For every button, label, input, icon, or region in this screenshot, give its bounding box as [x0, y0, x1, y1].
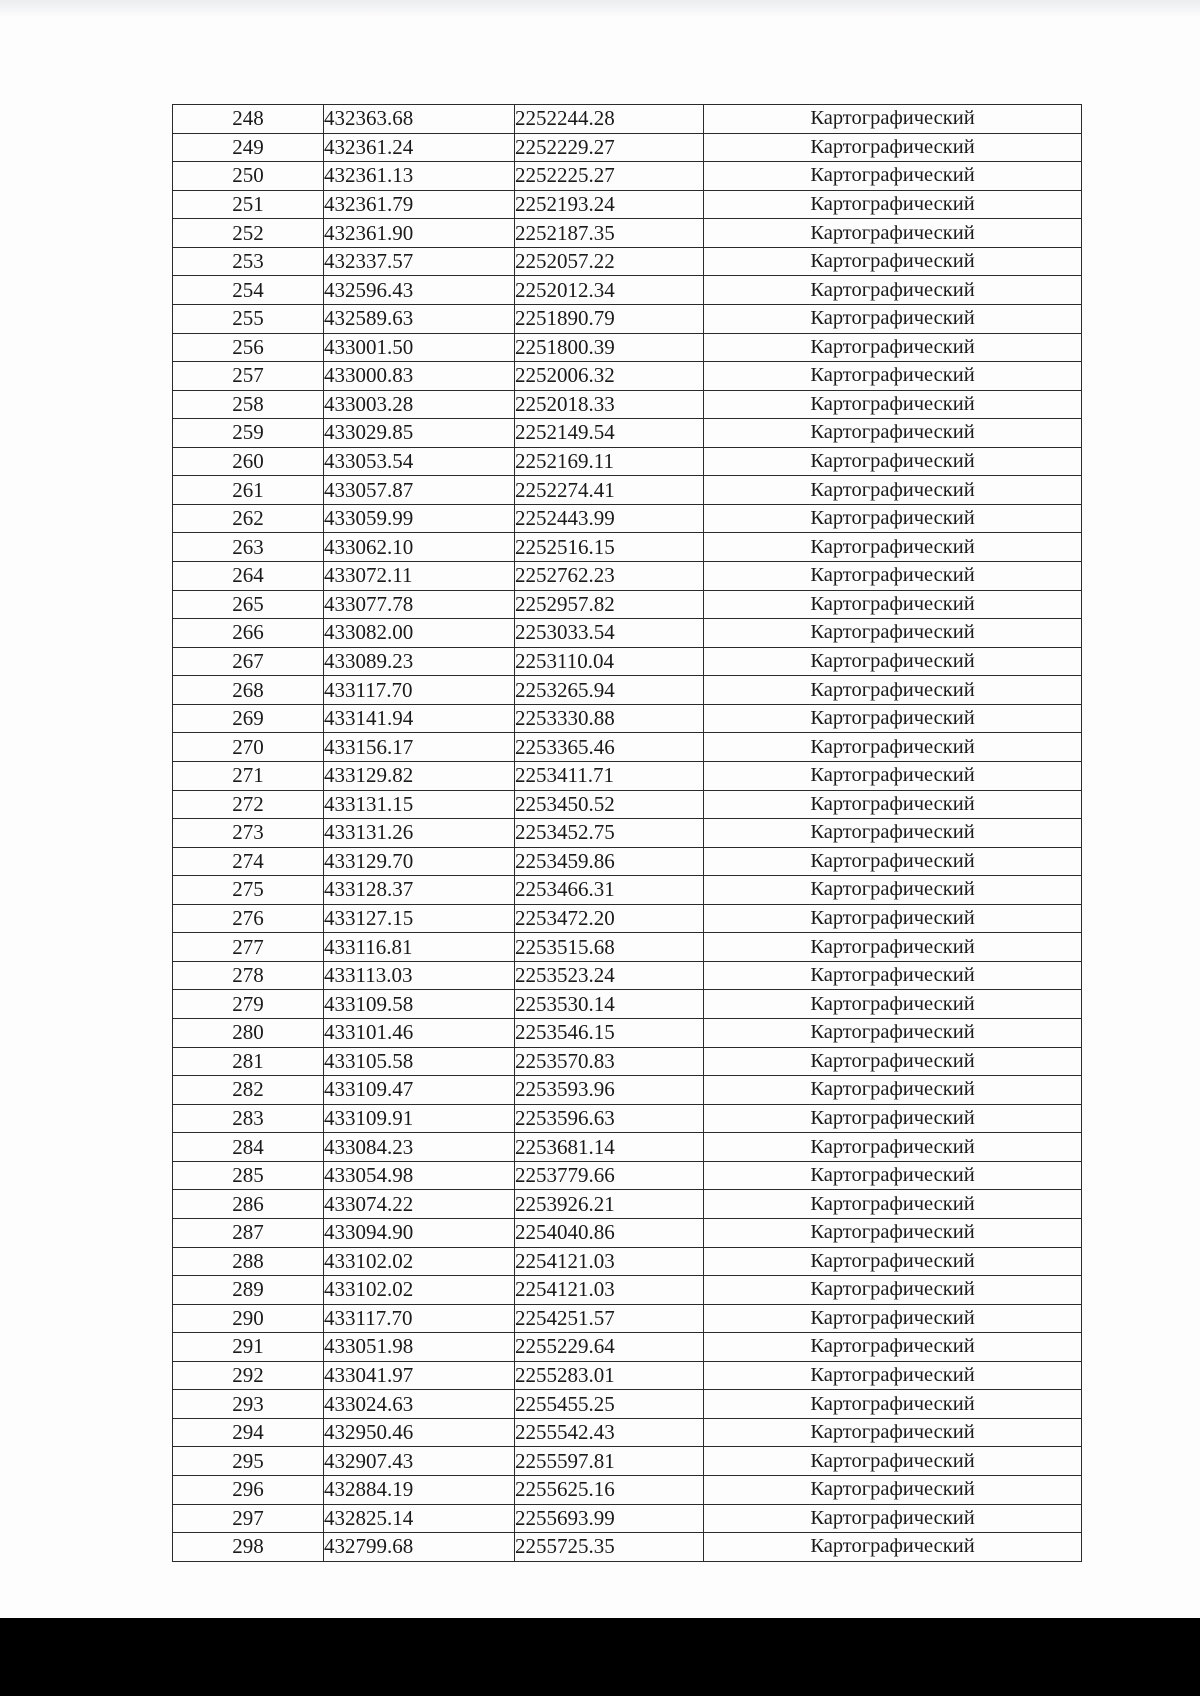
y-coordinate-cell: 2253365.46 — [515, 733, 704, 762]
point-number-cell: 262 — [173, 504, 324, 533]
table-row — [173, 590, 1082, 619]
table-row — [173, 733, 1082, 762]
y-coordinate-cell: 2254251.57 — [515, 1304, 704, 1333]
table-row — [173, 1476, 1082, 1505]
table-row — [173, 447, 1082, 476]
point-number-cell: 290 — [173, 1304, 324, 1333]
method-cell: Картографический — [704, 1019, 1082, 1048]
point-number-cell: 286 — [173, 1190, 324, 1219]
x-coordinate-cell: 433089.23 — [324, 647, 515, 676]
x-coordinate-cell: 433041.97 — [324, 1361, 515, 1390]
y-coordinate-cell: 2252187.35 — [515, 219, 704, 248]
method-cell: Картографический — [704, 1533, 1082, 1562]
y-coordinate-cell: 2255283.01 — [515, 1361, 704, 1390]
y-coordinate-cell: 2253523.24 — [515, 961, 704, 990]
point-number-cell: 281 — [173, 1047, 324, 1076]
point-number-cell: 272 — [173, 790, 324, 819]
x-coordinate-cell: 433117.70 — [324, 1304, 515, 1333]
method-cell: Картографический — [704, 476, 1082, 505]
method-cell: Картографический — [704, 1447, 1082, 1476]
table-row — [173, 1019, 1082, 1048]
point-number-cell: 253 — [173, 247, 324, 276]
method-cell: Картографический — [704, 533, 1082, 562]
y-coordinate-cell: 2253452.75 — [515, 819, 704, 848]
table-row — [173, 105, 1082, 134]
point-number-cell: 268 — [173, 676, 324, 705]
table-row — [173, 847, 1082, 876]
point-number-cell: 298 — [173, 1533, 324, 1562]
point-number-cell: 259 — [173, 419, 324, 448]
table-row — [173, 390, 1082, 419]
x-coordinate-cell: 432596.43 — [324, 276, 515, 305]
point-number-cell: 257 — [173, 362, 324, 391]
point-number-cell: 250 — [173, 162, 324, 191]
x-coordinate-cell: 433059.99 — [324, 504, 515, 533]
point-number-cell: 273 — [173, 819, 324, 848]
method-cell: Картографический — [704, 1304, 1082, 1333]
x-coordinate-cell: 432799.68 — [324, 1533, 515, 1562]
point-number-cell: 261 — [173, 476, 324, 505]
point-number-cell: 264 — [173, 562, 324, 591]
x-coordinate-cell: 432361.13 — [324, 162, 515, 191]
x-coordinate-cell: 433109.47 — [324, 1076, 515, 1105]
table-row — [173, 761, 1082, 790]
method-cell: Картографический — [704, 304, 1082, 333]
x-coordinate-cell: 433127.15 — [324, 904, 515, 933]
method-cell: Картографический — [704, 333, 1082, 362]
x-coordinate-cell: 433131.15 — [324, 790, 515, 819]
point-number-cell: 252 — [173, 219, 324, 248]
method-cell: Картографический — [704, 190, 1082, 219]
x-coordinate-cell: 432950.46 — [324, 1418, 515, 1447]
x-coordinate-cell: 432363.68 — [324, 105, 515, 134]
point-number-cell: 267 — [173, 647, 324, 676]
method-cell: Картографический — [704, 1333, 1082, 1362]
method-cell: Картографический — [704, 1476, 1082, 1505]
y-coordinate-cell: 2254121.03 — [515, 1247, 704, 1276]
table-row — [173, 790, 1082, 819]
y-coordinate-cell: 2253466.31 — [515, 876, 704, 905]
x-coordinate-cell: 433003.28 — [324, 390, 515, 419]
table-row — [173, 533, 1082, 562]
point-number-cell: 297 — [173, 1504, 324, 1533]
point-number-cell: 275 — [173, 876, 324, 905]
y-coordinate-cell: 2255455.25 — [515, 1390, 704, 1419]
method-cell: Картографический — [704, 105, 1082, 134]
method-cell: Картографический — [704, 362, 1082, 391]
x-coordinate-cell: 433101.46 — [324, 1019, 515, 1048]
method-cell: Картографический — [704, 647, 1082, 676]
table-row — [173, 333, 1082, 362]
x-coordinate-cell: 433024.63 — [324, 1390, 515, 1419]
method-cell: Картографический — [704, 1047, 1082, 1076]
x-coordinate-cell: 433102.02 — [324, 1276, 515, 1305]
point-number-cell: 266 — [173, 619, 324, 648]
y-coordinate-cell: 2253459.86 — [515, 847, 704, 876]
point-number-cell: 274 — [173, 847, 324, 876]
point-number-cell: 251 — [173, 190, 324, 219]
point-number-cell: 292 — [173, 1361, 324, 1390]
x-coordinate-cell: 433072.11 — [324, 562, 515, 591]
point-number-cell: 288 — [173, 1247, 324, 1276]
x-coordinate-cell: 433105.58 — [324, 1047, 515, 1076]
x-coordinate-cell: 433129.82 — [324, 761, 515, 790]
x-coordinate-cell: 433128.37 — [324, 876, 515, 905]
method-cell: Картографический — [704, 933, 1082, 962]
table-row — [173, 961, 1082, 990]
point-number-cell: 254 — [173, 276, 324, 305]
table-row — [173, 1247, 1082, 1276]
method-cell: Картографический — [704, 1276, 1082, 1305]
table-row — [173, 476, 1082, 505]
x-coordinate-cell: 433109.91 — [324, 1104, 515, 1133]
y-coordinate-cell: 2254121.03 — [515, 1276, 704, 1305]
x-coordinate-cell: 433113.03 — [324, 961, 515, 990]
y-coordinate-cell: 2253450.52 — [515, 790, 704, 819]
table-row — [173, 1418, 1082, 1447]
method-cell: Картографический — [704, 1247, 1082, 1276]
method-cell: Картографический — [704, 1190, 1082, 1219]
method-cell: Картографический — [704, 1076, 1082, 1105]
method-cell: Картографический — [704, 1418, 1082, 1447]
x-coordinate-cell: 432907.43 — [324, 1447, 515, 1476]
y-coordinate-cell: 2251800.39 — [515, 333, 704, 362]
y-coordinate-cell: 2253110.04 — [515, 647, 704, 676]
x-coordinate-cell: 432361.90 — [324, 219, 515, 248]
table-row — [173, 819, 1082, 848]
point-number-cell: 291 — [173, 1333, 324, 1362]
x-coordinate-cell: 433051.98 — [324, 1333, 515, 1362]
scan-bottom-bar — [0, 1618, 1200, 1696]
method-cell: Картографический — [704, 162, 1082, 191]
x-coordinate-cell: 433129.70 — [324, 847, 515, 876]
table-row — [173, 133, 1082, 162]
method-cell: Картографический — [704, 562, 1082, 591]
y-coordinate-cell: 2253515.68 — [515, 933, 704, 962]
y-coordinate-cell: 2252149.54 — [515, 419, 704, 448]
table-row — [173, 619, 1082, 648]
table-row — [173, 1390, 1082, 1419]
x-coordinate-cell: 433102.02 — [324, 1247, 515, 1276]
table-row — [173, 1047, 1082, 1076]
x-coordinate-cell: 432884.19 — [324, 1476, 515, 1505]
y-coordinate-cell: 2255229.64 — [515, 1333, 704, 1362]
method-cell: Картографический — [704, 1504, 1082, 1533]
y-coordinate-cell: 2255625.16 — [515, 1476, 704, 1505]
table-row — [173, 990, 1082, 1019]
x-coordinate-cell: 433074.22 — [324, 1190, 515, 1219]
y-coordinate-cell: 2252957.82 — [515, 590, 704, 619]
method-cell: Картографический — [704, 704, 1082, 733]
method-cell: Картографический — [704, 1218, 1082, 1247]
point-number-cell: 265 — [173, 590, 324, 619]
y-coordinate-cell: 2255597.81 — [515, 1447, 704, 1476]
table-row — [173, 504, 1082, 533]
method-cell: Картографический — [704, 419, 1082, 448]
coordinates-table — [172, 104, 1082, 1562]
y-coordinate-cell: 2253265.94 — [515, 676, 704, 705]
y-coordinate-cell: 2253593.96 — [515, 1076, 704, 1105]
table-row — [173, 247, 1082, 276]
y-coordinate-cell: 2253472.20 — [515, 904, 704, 933]
x-coordinate-cell: 433084.23 — [324, 1133, 515, 1162]
method-cell: Картографический — [704, 1133, 1082, 1162]
x-coordinate-cell: 433117.70 — [324, 676, 515, 705]
y-coordinate-cell: 2252229.27 — [515, 133, 704, 162]
table-row — [173, 876, 1082, 905]
table-row — [173, 362, 1082, 391]
method-cell: Картографический — [704, 219, 1082, 248]
coordinates-table-body — [173, 105, 1082, 1562]
point-number-cell: 296 — [173, 1476, 324, 1505]
y-coordinate-cell: 2253681.14 — [515, 1133, 704, 1162]
y-coordinate-cell: 2253330.88 — [515, 704, 704, 733]
x-coordinate-cell: 433131.26 — [324, 819, 515, 848]
x-coordinate-cell: 433109.58 — [324, 990, 515, 1019]
point-number-cell: 277 — [173, 933, 324, 962]
method-cell: Картографический — [704, 1390, 1082, 1419]
method-cell: Картографический — [704, 761, 1082, 790]
y-coordinate-cell: 2252012.34 — [515, 276, 704, 305]
point-number-cell: 256 — [173, 333, 324, 362]
table-row — [173, 904, 1082, 933]
method-cell: Картографический — [704, 676, 1082, 705]
x-coordinate-cell: 433116.81 — [324, 933, 515, 962]
point-number-cell: 276 — [173, 904, 324, 933]
method-cell: Картографический — [704, 390, 1082, 419]
table-row — [173, 1361, 1082, 1390]
x-coordinate-cell: 433029.85 — [324, 419, 515, 448]
x-coordinate-cell: 433000.83 — [324, 362, 515, 391]
x-coordinate-cell: 433156.17 — [324, 733, 515, 762]
method-cell: Картографический — [704, 733, 1082, 762]
scan-edge-shadow — [0, 0, 1200, 18]
point-number-cell: 255 — [173, 304, 324, 333]
method-cell: Картографический — [704, 590, 1082, 619]
table-row — [173, 647, 1082, 676]
y-coordinate-cell: 2253570.83 — [515, 1047, 704, 1076]
table-row — [173, 1104, 1082, 1133]
point-number-cell: 263 — [173, 533, 324, 562]
table-row — [173, 304, 1082, 333]
y-coordinate-cell: 2253779.66 — [515, 1161, 704, 1190]
table-row — [173, 190, 1082, 219]
point-number-cell: 287 — [173, 1218, 324, 1247]
table-row — [173, 676, 1082, 705]
x-coordinate-cell: 433141.94 — [324, 704, 515, 733]
method-cell: Картографический — [704, 847, 1082, 876]
method-cell: Картографический — [704, 619, 1082, 648]
y-coordinate-cell: 2252516.15 — [515, 533, 704, 562]
point-number-cell: 270 — [173, 733, 324, 762]
y-coordinate-cell: 2252244.28 — [515, 105, 704, 134]
y-coordinate-cell: 2253033.54 — [515, 619, 704, 648]
x-coordinate-cell: 433001.50 — [324, 333, 515, 362]
x-coordinate-cell: 433082.00 — [324, 619, 515, 648]
y-coordinate-cell: 2255725.35 — [515, 1533, 704, 1562]
method-cell: Картографический — [704, 961, 1082, 990]
y-coordinate-cell: 2253926.21 — [515, 1190, 704, 1219]
x-coordinate-cell: 432361.24 — [324, 133, 515, 162]
y-coordinate-cell: 2253411.71 — [515, 761, 704, 790]
y-coordinate-cell: 2253530.14 — [515, 990, 704, 1019]
y-coordinate-cell: 2252193.24 — [515, 190, 704, 219]
y-coordinate-cell: 2252762.23 — [515, 562, 704, 591]
method-cell: Картографический — [704, 133, 1082, 162]
table-row — [173, 1504, 1082, 1533]
point-number-cell: 295 — [173, 1447, 324, 1476]
point-number-cell: 294 — [173, 1418, 324, 1447]
point-number-cell: 279 — [173, 990, 324, 1019]
x-coordinate-cell: 433077.78 — [324, 590, 515, 619]
y-coordinate-cell: 2252225.27 — [515, 162, 704, 191]
x-coordinate-cell: 433053.54 — [324, 447, 515, 476]
point-number-cell: 284 — [173, 1133, 324, 1162]
y-coordinate-cell: 2252443.99 — [515, 504, 704, 533]
x-coordinate-cell: 432589.63 — [324, 304, 515, 333]
method-cell: Картографический — [704, 1104, 1082, 1133]
method-cell: Картографический — [704, 990, 1082, 1019]
point-number-cell: 285 — [173, 1161, 324, 1190]
point-number-cell: 269 — [173, 704, 324, 733]
x-coordinate-cell: 432337.57 — [324, 247, 515, 276]
method-cell: Картографический — [704, 276, 1082, 305]
table-row — [173, 704, 1082, 733]
point-number-cell: 289 — [173, 1276, 324, 1305]
method-cell: Картографический — [704, 447, 1082, 476]
point-number-cell: 293 — [173, 1390, 324, 1419]
table-row — [173, 1447, 1082, 1476]
method-cell: Картографический — [704, 790, 1082, 819]
point-number-cell: 260 — [173, 447, 324, 476]
table-row — [173, 933, 1082, 962]
x-coordinate-cell: 432361.79 — [324, 190, 515, 219]
y-coordinate-cell: 2251890.79 — [515, 304, 704, 333]
y-coordinate-cell: 2253596.63 — [515, 1104, 704, 1133]
y-coordinate-cell: 2252057.22 — [515, 247, 704, 276]
table-row — [173, 1076, 1082, 1105]
point-number-cell: 249 — [173, 133, 324, 162]
y-coordinate-cell: 2254040.86 — [515, 1218, 704, 1247]
table-row — [173, 1190, 1082, 1219]
x-coordinate-cell: 433057.87 — [324, 476, 515, 505]
table-row — [173, 1133, 1082, 1162]
point-number-cell: 248 — [173, 105, 324, 134]
table-row — [173, 219, 1082, 248]
table-row — [173, 1304, 1082, 1333]
x-coordinate-cell: 432825.14 — [324, 1504, 515, 1533]
point-number-cell: 280 — [173, 1019, 324, 1048]
x-coordinate-cell: 433094.90 — [324, 1218, 515, 1247]
method-cell: Картографический — [704, 247, 1082, 276]
y-coordinate-cell: 2252274.41 — [515, 476, 704, 505]
y-coordinate-cell: 2253546.15 — [515, 1019, 704, 1048]
table-row — [173, 562, 1082, 591]
y-coordinate-cell: 2252169.11 — [515, 447, 704, 476]
point-number-cell: 282 — [173, 1076, 324, 1105]
y-coordinate-cell: 2252006.32 — [515, 362, 704, 391]
method-cell: Картографический — [704, 504, 1082, 533]
table-row — [173, 1161, 1082, 1190]
x-coordinate-cell: 433054.98 — [324, 1161, 515, 1190]
table-row — [173, 419, 1082, 448]
table-row — [173, 1276, 1082, 1305]
point-number-cell: 271 — [173, 761, 324, 790]
y-coordinate-cell: 2255693.99 — [515, 1504, 704, 1533]
table-row — [173, 1218, 1082, 1247]
table-row — [173, 1333, 1082, 1362]
table-row — [173, 162, 1082, 191]
x-coordinate-cell: 433062.10 — [324, 533, 515, 562]
y-coordinate-cell: 2255542.43 — [515, 1418, 704, 1447]
method-cell: Картографический — [704, 1361, 1082, 1390]
table-row — [173, 276, 1082, 305]
y-coordinate-cell: 2252018.33 — [515, 390, 704, 419]
method-cell: Картографический — [704, 876, 1082, 905]
point-number-cell: 278 — [173, 961, 324, 990]
method-cell: Картографический — [704, 819, 1082, 848]
point-number-cell: 258 — [173, 390, 324, 419]
point-number-cell: 283 — [173, 1104, 324, 1133]
table-row — [173, 1533, 1082, 1562]
method-cell: Картографический — [704, 904, 1082, 933]
method-cell: Картографический — [704, 1161, 1082, 1190]
